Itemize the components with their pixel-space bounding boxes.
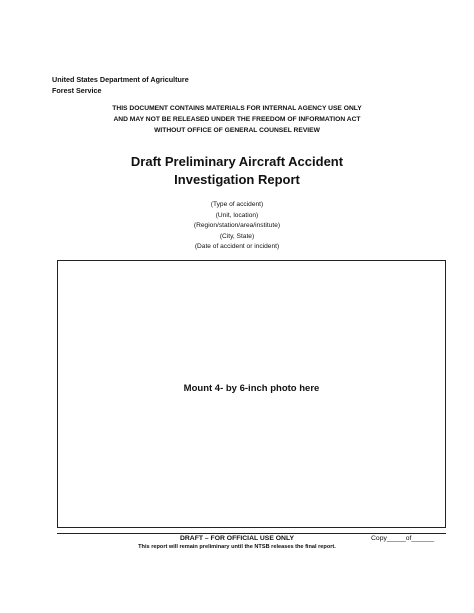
footer-draft-label: DRAFT – FOR OFFICIAL USE ONLY [179,535,295,542]
photo-placeholder-box [57,260,446,528]
detail-unit-location: (Unit, location) [215,211,259,219]
footer-copy-label: Copy_____of______ [371,535,435,542]
detail-region: (Region/station/area/institute) [193,222,281,230]
agency-department: United States Department of Agriculture [52,75,189,84]
report-title [0,153,474,189]
report-title-line-1: Draft Preliminary Aircraft Accident [130,154,344,169]
notice-line-2: AND MAY NOT BE RELEASED UNDER THE FREEDOM OF INFORMATION ACT [113,116,361,123]
detail-type-of-accident: (Type of accident) [210,201,264,208]
agency-header [52,74,189,96]
agency-service: Forest Service [52,86,102,95]
notice-line-3: WITHOUT OFFICE OF GENERAL COUNSEL REVIEW [154,127,320,134]
footer-note: This report will remain preliminary until the NTSB releases the final report. [138,544,336,550]
photo-placeholder-text: Mount 4- by 6-inch photo here [183,383,320,394]
notice-line-1: THIS DOCUMENT CONTAINS MATERIALS FOR INTERNAL AGENCY USE ONLY [112,105,362,112]
detail-city-state: (City, State) [219,232,255,240]
accident-details [0,200,474,253]
confidentiality-notice [0,103,474,136]
report-title-line-2: Investigation Report [174,172,300,187]
detail-date: (Date of accident or incident) [194,243,280,251]
